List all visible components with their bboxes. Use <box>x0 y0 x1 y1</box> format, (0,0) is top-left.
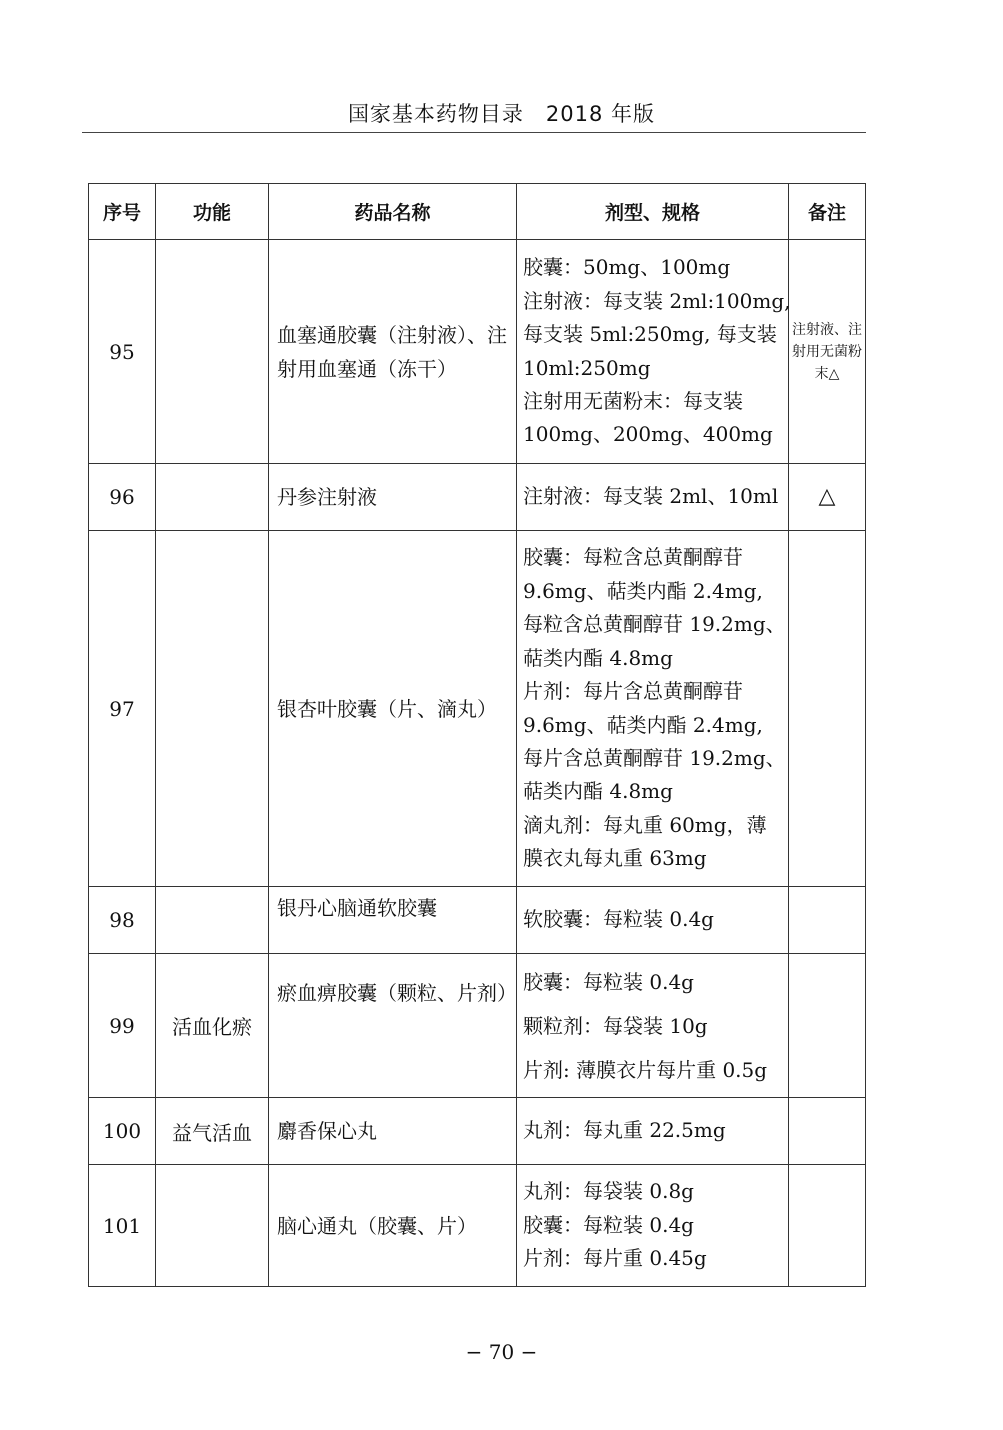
table-row <box>89 1165 866 1287</box>
spec-line: 每粒含总黄酮醇苷 19.2mg、 <box>523 612 786 637</box>
row-drug-name: 银杏叶胶囊（片、滴丸） <box>269 531 517 887</box>
col-header-no: 序号 <box>89 184 156 240</box>
table-row <box>89 1098 866 1165</box>
row-note <box>789 954 866 1098</box>
spec-line: 注射用无菌粉末：每支装 <box>523 388 743 413</box>
spec-line: 胶囊：每粒含总黄酮醇苷 <box>523 545 743 570</box>
col-header-name: 药品名称 <box>269 184 517 240</box>
row-drug-name: 血塞通胶囊（注射液）、注射用血塞通（冻干） <box>269 240 517 464</box>
row-drug-name: 麝香保心丸 <box>269 1098 517 1165</box>
col-header-note: 备注 <box>789 184 866 240</box>
row-spec <box>517 240 789 464</box>
spec-line: 萜类内酯 4.8mg <box>523 779 673 804</box>
row-note: △ <box>789 464 866 531</box>
row-function: 益气活血 <box>156 1098 269 1165</box>
table-row <box>89 887 866 954</box>
spec-line: 9.6mg、萜类内酯 2.4mg, <box>523 712 763 737</box>
row-spec <box>517 531 789 887</box>
row-note <box>789 1165 866 1287</box>
spec-line: 胶囊：每粒装 0.4g <box>523 1212 694 1237</box>
row-note <box>789 531 866 887</box>
row-function: 活血化瘀 <box>156 954 269 1098</box>
col-header-function: 功能 <box>156 184 269 240</box>
row-drug-name: 银丹心脑通软胶囊 <box>269 887 517 954</box>
row-note <box>789 1098 866 1165</box>
header-divider <box>82 132 866 133</box>
row-function <box>156 464 269 531</box>
spec-line: 注射液：每支装 2ml:100mg, <box>523 288 791 313</box>
spec-line: 注射液：每支装 2ml、10ml <box>523 484 779 509</box>
spec-line: 片剂: 薄膜衣片每片重 0.5g <box>523 1057 768 1082</box>
row-function <box>156 531 269 887</box>
row-drug-name: 脑心通丸（胶囊、片） <box>269 1165 517 1287</box>
row-function <box>156 240 269 464</box>
table-row <box>89 464 866 531</box>
spec-line: 萜类内酯 4.8mg <box>523 645 673 670</box>
row-note <box>789 887 866 954</box>
row-spec <box>517 954 789 1098</box>
spec-line: 100mg、200mg、400mg <box>523 422 773 447</box>
spec-line: 每片含总黄酮醇苷 19.2mg、 <box>523 745 786 770</box>
spec-line: 软胶囊：每粒装 0.4g <box>523 907 714 932</box>
row-number: 100 <box>89 1098 156 1165</box>
page-header-title: 国家基本药物目录 2018 年版 <box>347 102 656 126</box>
row-spec <box>517 1165 789 1287</box>
table-row <box>89 240 866 464</box>
table-row <box>89 531 866 887</box>
spec-line: 丸剂：每袋装 0.8g <box>523 1179 694 1204</box>
spec-line: 颗粒剂：每袋装 10g <box>523 1013 708 1038</box>
spec-line: 每支装 5ml:250mg, 每支装 <box>523 322 777 347</box>
row-number: 96 <box>89 464 156 531</box>
spec-line: 片剂：每片重 0.45g <box>523 1246 707 1271</box>
spec-line: 10ml:250mg <box>523 355 651 380</box>
spec-line: 片剂：每片含总黄酮醇苷 <box>523 679 743 704</box>
table-row <box>89 954 866 1098</box>
table-header-row <box>89 184 866 240</box>
row-number: 101 <box>89 1165 156 1287</box>
row-number: 95 <box>89 240 156 464</box>
spec-line: 滴丸剂：每丸重 60mg，薄 <box>523 812 767 837</box>
col-header-spec: 剂型、规格 <box>517 184 789 240</box>
row-function <box>156 887 269 954</box>
page-number: − 70 − <box>465 1340 538 1364</box>
spec-line: 丸剂：每丸重 22.5mg <box>523 1118 726 1143</box>
row-function <box>156 1165 269 1287</box>
spec-line: 9.6mg、萜类内酯 2.4mg, <box>523 578 763 603</box>
row-number: 97 <box>89 531 156 887</box>
row-number: 99 <box>89 954 156 1098</box>
spec-line: 胶囊：每粒装 0.4g <box>523 969 694 994</box>
row-drug-name: 瘀血痹胶囊（颗粒、片剂） <box>269 954 517 1098</box>
row-spec <box>517 464 789 531</box>
row-number: 98 <box>89 887 156 954</box>
row-spec <box>517 1098 789 1165</box>
row-drug-name: 丹参注射液 <box>269 464 517 531</box>
spec-line: 胶囊：50mg、100mg <box>523 255 731 280</box>
row-note: 注射液、注射用无菌粉末△ <box>789 240 866 464</box>
drug-table <box>88 183 866 1287</box>
spec-line: 膜衣丸每丸重 63mg <box>523 846 707 871</box>
row-spec <box>517 887 789 954</box>
